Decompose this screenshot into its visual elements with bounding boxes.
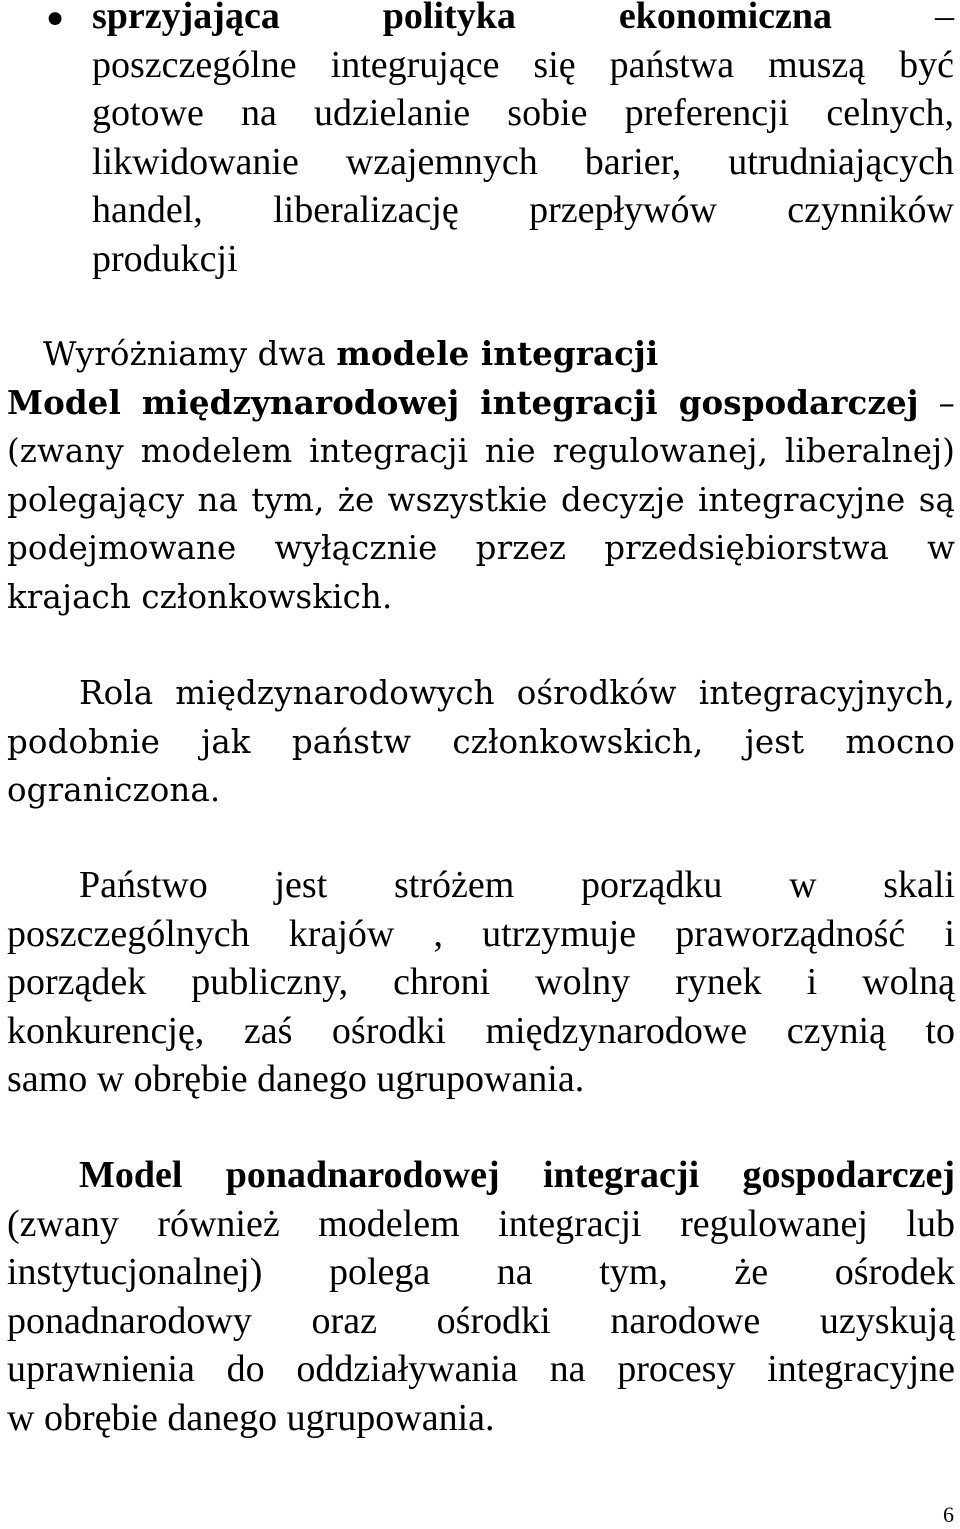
model-supra-line: w obrębie danego ugrupowania. — [7, 1396, 495, 1439]
model-supra-line: (zwany również modelem integracji regulowanej lub — [7, 1202, 955, 1245]
bullet-dash: – — [935, 0, 955, 37]
model-intl-line: (zwany modelem integracji nie regulowanej, liberalnej) — [7, 432, 955, 470]
state-paragraph — [7, 861, 955, 1104]
model-intl-section — [7, 330, 955, 621]
model-intl-dash: – — [938, 383, 955, 422]
bullet-line: handel, liberalizację przepływów czynników — [92, 189, 954, 231]
role-line: Rola międzynarodowych ośrodków integracyjnych, — [79, 674, 955, 712]
bullet-line: gotowe na udzielanie sobie preferencji celnych, — [92, 92, 954, 134]
bullet-line: likwidowanie wzajemnych barier, utrudniających — [92, 140, 954, 183]
model-supra-line: uprawnienia do oddziaływania na procesy integracyjne — [7, 1348, 955, 1390]
bullet-line: produkcji — [92, 237, 238, 280]
model-supra-heading: Model ponadnarodowej integracji gospodarczej — [79, 1154, 955, 1196]
model-supra-paragraph — [7, 1151, 955, 1442]
models-intro: Wyróżniamy dwa modele integracji — [43, 334, 659, 373]
model-supra-line: ponadnarodowy oraz ośrodki narodowe uzyskują — [7, 1299, 955, 1342]
bullet-heading: sprzyjająca polityka ekonomiczna — [92, 0, 833, 37]
role-line: ograniczona. — [7, 771, 221, 809]
state-line: samo w obrębie danego ugrupowania. — [7, 1058, 585, 1100]
model-supra-line: instytucjonalnej) polega na tym, że ośrodek — [7, 1251, 955, 1293]
state-line: Państwo jest stróżem porządku w skali — [79, 864, 955, 906]
role-line: podobnie jak państw członkowskich, jest mocno — [7, 722, 955, 761]
model-intl-line: podejmowane wyłącznie przez przedsiębiorstwa w — [7, 529, 955, 567]
model-intl-line: krajach członkowskich. — [7, 577, 393, 616]
role-paragraph — [7, 669, 955, 815]
bullet-line: poszczególne integrujące się państwa muszą być — [92, 43, 954, 86]
bullet-dot-icon: ● — [46, 1, 65, 34]
state-line: porządek publiczny, chroni wolny rynek i wolną — [7, 961, 955, 1003]
state-line: poszczególnych krajów , utrzymuje praworządność i — [7, 912, 955, 955]
model-intl-line: polegający na tym, że wszystkie decyzje integracyjne są — [7, 480, 955, 519]
bullet-paragraph — [0, 0, 960, 283]
bullet-text — [92, 0, 954, 283]
model-intl-heading: Model międzynarodowej integracji gospodarczej — [7, 382, 919, 422]
state-line: konkurencję, zaś ośrodki międzynarodowe czynią to — [7, 1009, 955, 1052]
page-number: 6 — [943, 1502, 954, 1527]
